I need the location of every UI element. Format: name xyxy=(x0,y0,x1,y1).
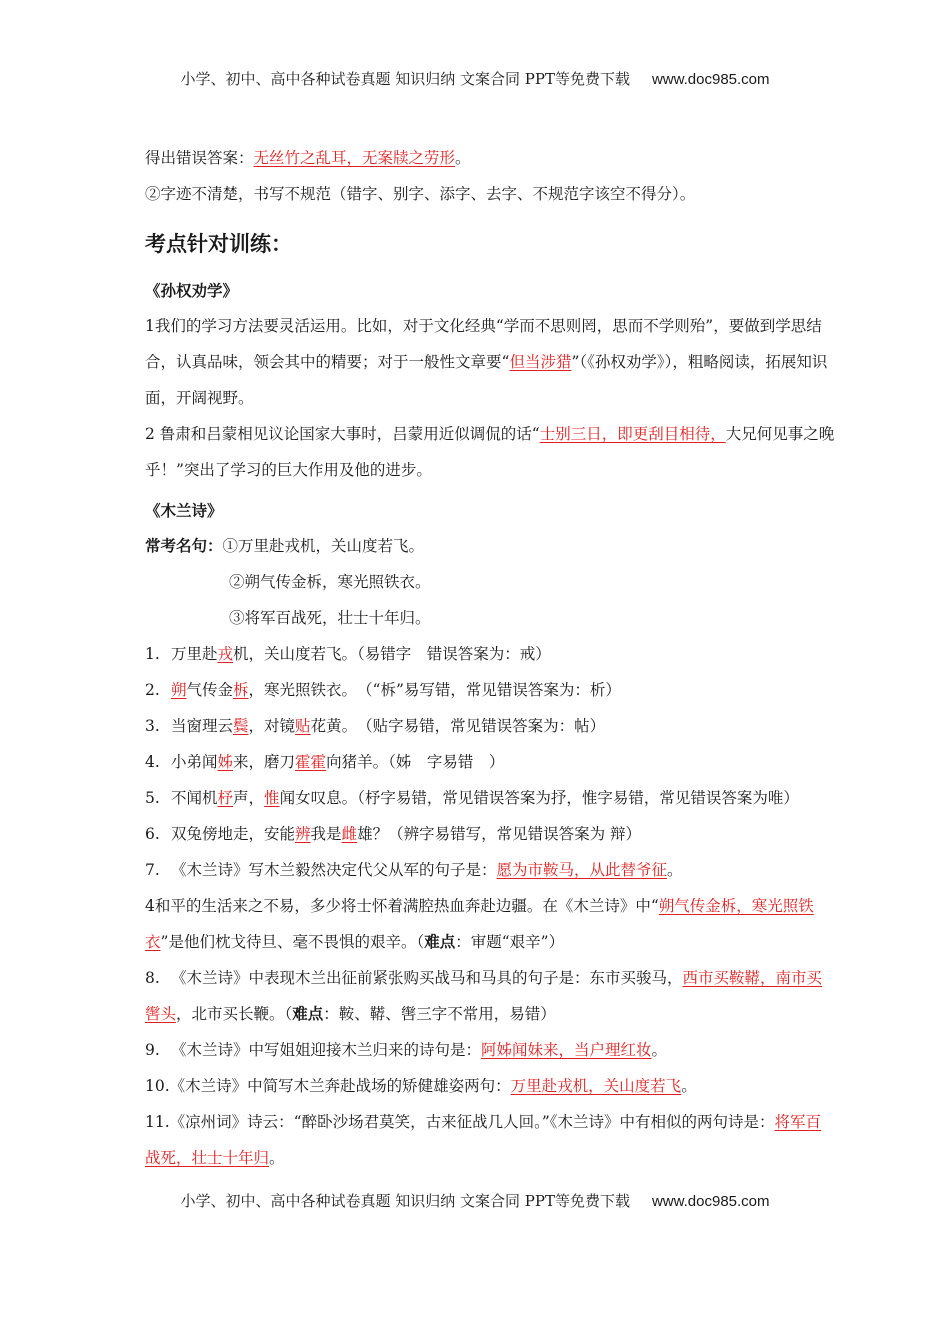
famous-lines xyxy=(145,528,835,564)
answer: 但当涉猎 xyxy=(509,353,572,371)
text: 得出错误答案： xyxy=(145,149,254,167)
item-number: 11. xyxy=(145,1113,170,1131)
text: 《木兰诗》写木兰毅然决定代父从军的句子是： xyxy=(171,861,497,879)
text: 来，磨刀 xyxy=(233,753,296,771)
famous-line: ③将军百战死，壮士十年归。 xyxy=(229,609,431,627)
footer-site: www.doc985.com xyxy=(651,1193,770,1210)
sunquan-title: 《孙权劝学》 xyxy=(145,282,239,300)
text: 不闻机 xyxy=(171,789,218,807)
text: 大兄何见事之晚乎！”突出了学习的巨大作用及他的进步。 xyxy=(145,425,835,479)
answer: 雌 xyxy=(341,825,358,843)
header-site: www.doc985.com xyxy=(651,71,770,88)
item-1 xyxy=(145,636,835,672)
text: 。 xyxy=(651,1041,668,1059)
footer-text: 小学、初中、高中各种试卷真题 知识归纳 文案合同 PPT等免费下载 xyxy=(180,1192,630,1210)
text: 2 鲁肃和吕蒙相见议论国家大事时，吕蒙用近似调侃的话“ xyxy=(145,425,540,443)
item-number: 6. xyxy=(145,825,160,843)
item-5 xyxy=(145,780,835,816)
text: ”（《孙权劝学》），粗略阅读，拓展知识面，开阔视野。 xyxy=(145,353,828,407)
question-4 xyxy=(145,888,835,960)
section-title: 考点针对训练： xyxy=(145,232,292,256)
item-number: 7. xyxy=(145,861,160,879)
text: 《木兰诗》中简写木兰奔赴战场的矫健雄姿两句： xyxy=(169,1077,511,1095)
difficulty-label: 难点 xyxy=(424,933,456,951)
text: 花黄。 （贴字易错，常见错误答案为：帖） xyxy=(310,717,606,735)
text: 。 xyxy=(681,1077,697,1095)
answer: 阿姊闻妹来，当户理红妆 xyxy=(481,1041,652,1059)
item-2 xyxy=(145,672,835,708)
answer: 惟 xyxy=(264,789,280,807)
item-10 xyxy=(145,1068,835,1104)
answer: 柝 xyxy=(233,681,249,699)
difficulty-label: 难点 xyxy=(292,1005,324,1023)
answer: 西市买鞍鞯，南市买辔头 xyxy=(145,969,823,1023)
text: 机，关山度若飞。（易错字 错误答案为：戒） xyxy=(233,645,551,663)
answer: 万里赴戎机，关山度若飞 xyxy=(510,1077,682,1095)
text: 双兔傍地走，安能 xyxy=(171,825,296,843)
text: 《凉州词》诗云：“醉卧沙场君莫笑，古来征战几人回。”《木兰诗》中有相似的两句诗是： xyxy=(169,1113,775,1131)
text: ：审题“艰辛”） xyxy=(455,933,565,951)
answer: 辨 xyxy=(295,825,311,843)
answer: 朔 xyxy=(171,681,187,699)
answer: 愿为市鞍马，从此替爷征 xyxy=(496,861,668,879)
item-number: 9. xyxy=(145,1041,160,1059)
intro-wrong-answer xyxy=(145,140,835,176)
item-number: 2. xyxy=(145,681,160,699)
answer: 将军百战死，壮士十年归 xyxy=(145,1113,822,1167)
header-text: 小学、初中、高中各种试卷真题 知识归纳 文案合同 PPT等免费下载 xyxy=(180,70,630,88)
item-number: 1. xyxy=(145,645,160,663)
sunquan-q2 xyxy=(145,416,835,488)
text: 《木兰诗》中表现木兰出征前紧张购买战马和马具的句子是：东市买骏马， xyxy=(171,969,683,987)
answer: 贴 xyxy=(295,717,311,735)
text: 万里赴 xyxy=(171,645,218,663)
item-6 xyxy=(145,816,835,852)
item-3 xyxy=(145,708,835,744)
text: 向猪羊。（姊 字易错 ） xyxy=(326,753,505,771)
answer: 士别三日，即更刮目相待， xyxy=(539,425,726,443)
text: ：鞍、鞯、辔三字不常用，易错） xyxy=(323,1005,556,1023)
text: 4和平的生活来之不易，多少将士怀着满腔热血奔赴边疆。在《木兰诗》中“ xyxy=(145,897,659,915)
sunquan-q1 xyxy=(145,308,835,416)
text: 我是 xyxy=(310,825,342,843)
text: ，对镜 xyxy=(248,717,296,735)
item-9 xyxy=(145,1032,835,1068)
intro-rule-2: ②字迹不清楚，书写不规范（错字、别字、添字、去字、不规范字该空不得分）。 xyxy=(145,185,696,203)
item-11 xyxy=(145,1104,835,1176)
text: 。 xyxy=(667,861,683,879)
item-number: 5. xyxy=(145,789,160,807)
answer: 戎 xyxy=(217,645,234,663)
famous-line: ①万里赴戎机，关山度若飞。 xyxy=(222,537,425,555)
mulan-title: 《木兰诗》 xyxy=(145,502,223,520)
item-number: 10. xyxy=(145,1077,170,1095)
text: ”是他们枕戈待旦、毫不畏惧的艰辛。（ xyxy=(160,933,425,951)
page-header xyxy=(0,68,950,89)
text: 当窗理云 xyxy=(171,717,234,735)
text: 。 xyxy=(455,149,471,167)
text: 声， xyxy=(233,789,265,807)
famous-label: 常考名句： xyxy=(145,537,223,555)
text: 1我们的学习方法要灵活运用。比如，对于文化经典“学而不思则罔，思而不学则殆”，要做到学思结合，认真品味，领会其中的精要；对于一般性文章要“ xyxy=(145,317,822,371)
text: 雄？（辨字易错写，常见错误答案为 辩） xyxy=(357,825,641,843)
text: ，北市买长鞭。（ xyxy=(176,1005,293,1023)
text: ，寒光照铁衣。 （“柝”易写错，常见错误答案为：析） xyxy=(248,681,621,699)
text: 气传金 xyxy=(186,681,234,699)
page-footer xyxy=(0,1190,950,1211)
answer: 霍霍 xyxy=(295,753,327,771)
answer: 鬓 xyxy=(233,717,249,735)
famous-line: ②朔气传金柝，寒光照铁衣。 xyxy=(229,573,431,591)
document-body xyxy=(145,140,835,1176)
item-8 xyxy=(145,960,835,1032)
answer: 朔气传金柝，寒光照铁衣 xyxy=(145,897,814,951)
item-7 xyxy=(145,852,835,888)
text: 小弟闻 xyxy=(171,753,218,771)
answer: 姊 xyxy=(217,753,234,771)
item-number: 3. xyxy=(145,717,160,735)
item-number: 8. xyxy=(145,969,160,987)
text: 。 xyxy=(269,1149,285,1167)
text: 闻女叹息。（杼字易错，常见错误答案为抒，惟字易错，常见错误答案为唯） xyxy=(279,789,799,807)
item-4 xyxy=(145,744,835,780)
answer: 无丝竹之乱耳，无案牍之劳形 xyxy=(253,149,456,167)
answer: 杼 xyxy=(217,789,234,807)
text: 《木兰诗》中写姐姐迎接木兰归来的诗句是： xyxy=(171,1041,482,1059)
item-number: 4. xyxy=(145,753,160,771)
